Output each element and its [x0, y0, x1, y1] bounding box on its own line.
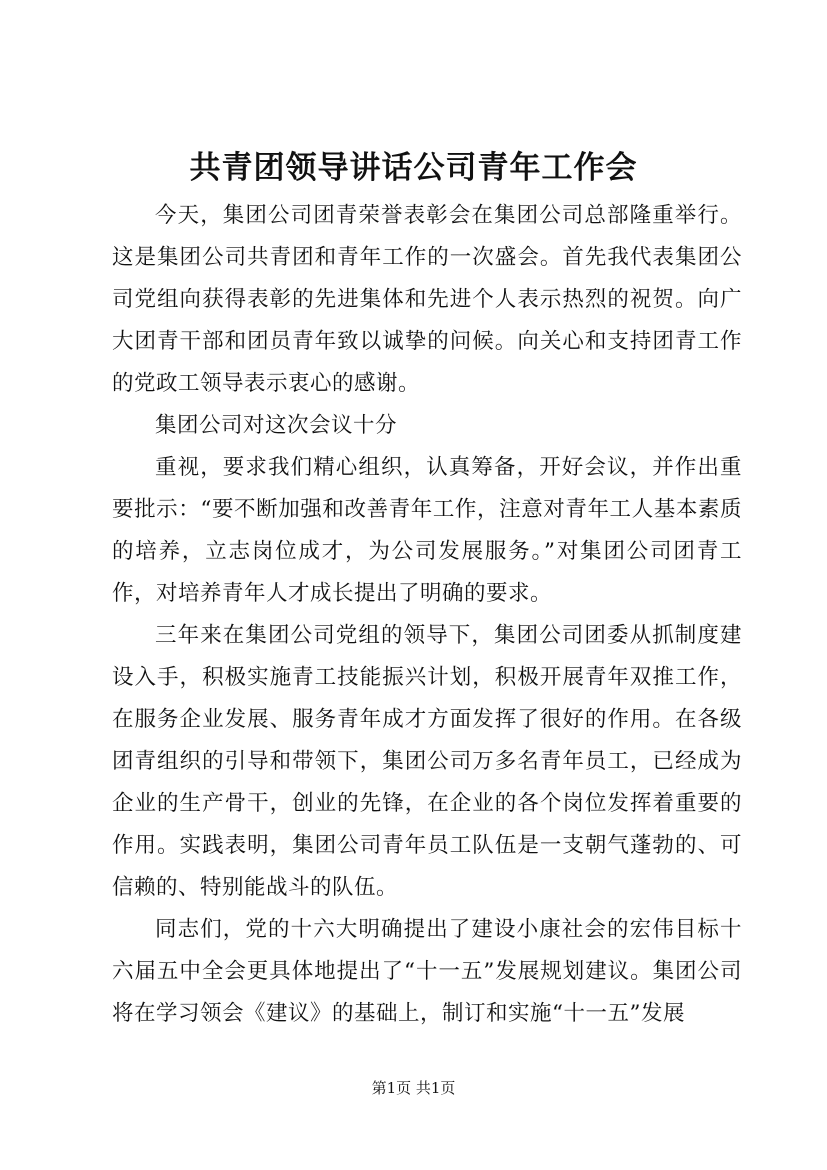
document-body [112, 195, 742, 1035]
paragraph-4: 三年来在集团公司党组的领导下，集团公司团委从抓制度建设入手，积极实施青工技能振兴计划，积极开展青年双推工作，在服务企业发展、服务青年成才方面发挥了很好的作用。在各级团青组织的引导和带领下，集团公司万多名青年员工，已经成为企业的生产骨干，创业的先锋，在企业的各个岗位发挥着重要的作用。实践表明，集团公司青年员工队伍是一支朝气蓬勃的、可信赖的、特别能战斗的队伍。 [112, 623, 742, 900]
paragraph-5: 同志们，党的十六大明确提出了建设小康社会的宏伟目标十六届五中全会更具体地提出了“十一五”发展规划建议。集团公司将在学习领会《建议》的基础上，制订和实施“十一五”发展 [112, 917, 742, 1026]
paragraph-2: 集团公司对这次会议十分 [155, 413, 398, 438]
document-title: 共青团领导讲话公司青年工作会 [189, 150, 638, 186]
paragraph-3: 重视，要求我们精心组织，认真筹备，开好会议，并作出重要批示：“要不断加强和改善青年工作，注意对青年工人基本素质的培养，立志岗位成才，为公司发展服务。”对集团公司团青工作，对培养青年人才成长提出了明确的要求。 [112, 455, 742, 606]
page-number-footer: 第1页 共1页 [371, 1079, 456, 1097]
paragraph-1: 今天，集团公司团青荣誉表彰会在集团公司总部隆重举行。这是集团公司共青团和青年工作的一次盛会。首先我代表集团公司党组向获得表彰的先进集体和先进个人表示热烈的祝贺。向广大团青干部和团员青年致以诚挚的问候。向关心和支持团青工作的党政工领导表示衷心的感谢。 [112, 203, 742, 396]
